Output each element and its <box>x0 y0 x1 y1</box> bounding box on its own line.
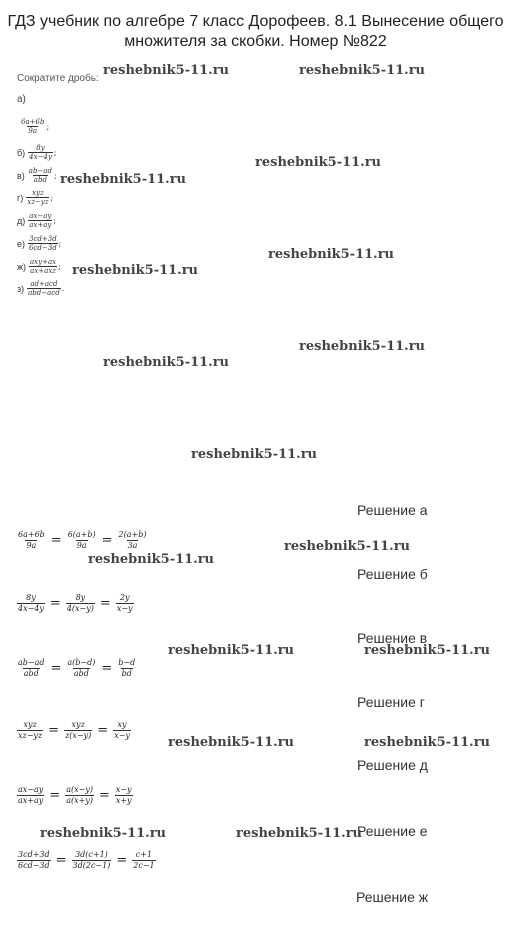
solution-equation-g <box>17 720 131 741</box>
task-numerator: xyz <box>32 189 44 197</box>
equals-sign: = <box>49 788 61 803</box>
task-punct: ; <box>53 148 57 157</box>
solution-heading-v: Решение в <box>357 630 428 646</box>
task-denominator: abd <box>33 176 47 184</box>
task-numerator: ab−ad <box>28 167 52 175</box>
solution-heading-e: Решение е <box>357 823 428 839</box>
equals-sign: = <box>101 533 113 548</box>
equals-sign: = <box>99 596 111 611</box>
task-punct: . <box>61 284 65 293</box>
task-item-v <box>17 167 57 184</box>
eq-denominator: 3a <box>127 541 138 550</box>
eq-denominator: x+y <box>115 796 132 805</box>
eq-denominator: a(x+y) <box>66 796 93 805</box>
watermark: reshebnik5-11.ru <box>364 643 491 658</box>
eq-numerator: 6(a+b) <box>67 530 96 539</box>
solution-equation-v <box>17 658 136 679</box>
watermark: reshebnik5-11.ru <box>191 447 318 462</box>
eq-denominator: 9a <box>26 541 37 550</box>
task-item-e <box>17 235 61 252</box>
equals-sign: = <box>101 661 113 676</box>
task-denominator: 6cd−3d <box>29 244 57 252</box>
eq-denominator: z(x−y) <box>65 731 92 740</box>
eq-denominator: bd <box>121 669 132 678</box>
watermark: reshebnik5-11.ru <box>168 735 295 750</box>
eq-denominator: ax+ay <box>18 796 44 805</box>
task-numerator: 8y <box>36 144 45 152</box>
task-item-zh <box>17 258 61 275</box>
eq-denominator: xz−yz <box>18 731 43 740</box>
task-label: ж) <box>17 261 27 272</box>
equals-sign: = <box>50 533 62 548</box>
solution-equation-d <box>17 785 133 806</box>
eq-denominator: 9a <box>76 541 87 550</box>
watermark: reshebnik5-11.ru <box>284 539 411 554</box>
eq-numerator: 8y <box>75 593 86 602</box>
task-item-g <box>17 189 53 206</box>
eq-numerator: 8y <box>26 593 36 602</box>
watermark: reshebnik5-11.ru <box>268 247 395 262</box>
watermark: reshebnik5-11.ru <box>60 172 187 187</box>
solution-heading-d: Решение д <box>357 757 428 773</box>
task-denominator: xz−yz <box>27 198 49 206</box>
equals-sign: = <box>50 661 62 676</box>
solution-heading-b: Решение б <box>357 566 428 582</box>
watermark: reshebnik5-11.ru <box>40 826 167 841</box>
solution-equation-a <box>17 530 147 551</box>
watermark: reshebnik5-11.ru <box>299 339 426 354</box>
task-label: д) <box>17 215 26 226</box>
watermark: reshebnik5-11.ru <box>168 643 295 658</box>
eq-denominator: 4(x−y) <box>66 604 94 613</box>
task-punct: ; <box>58 262 61 271</box>
eq-numerator: a(x−y) <box>66 785 93 794</box>
watermark: reshebnik5-11.ru <box>236 826 363 841</box>
equals-sign: = <box>97 723 109 738</box>
eq-denominator: 2c−1 <box>133 861 155 870</box>
eq-denominator: x−y <box>116 604 133 613</box>
task-denominator: ax+axz <box>30 267 56 275</box>
task-numerator: ax−ay <box>29 212 52 220</box>
watermark: reshebnik5-11.ru <box>255 155 382 170</box>
task-numerator: ad+acd <box>30 280 58 288</box>
eq-numerator: 3d(c+1) <box>75 850 108 859</box>
task-item-z <box>17 280 64 297</box>
task-punct: ; <box>53 171 57 180</box>
watermark: reshebnik5-11.ru <box>72 263 199 278</box>
task-label: б) <box>17 147 26 158</box>
eq-numerator: a(b−d) <box>67 658 96 667</box>
task-punct: ; <box>53 216 57 225</box>
task-punct: ; <box>46 122 50 131</box>
eq-numerator: 2y <box>119 593 130 602</box>
eq-numerator: xyz <box>23 720 37 729</box>
task-item-a <box>17 118 49 135</box>
eq-numerator: c+1 <box>135 850 153 859</box>
task-denominator: abd−acd <box>28 289 60 297</box>
task-label: е) <box>17 238 26 249</box>
eq-numerator: xyz <box>71 720 85 729</box>
eq-numerator: 6a+6b <box>18 530 45 539</box>
eq-denominator: x−y <box>114 731 130 740</box>
equals-sign: = <box>98 788 110 803</box>
task-intro: Сократите дробь: <box>17 73 99 84</box>
equals-sign: = <box>55 853 67 868</box>
eq-denominator: 4x−4y <box>18 604 44 613</box>
task-item-b <box>17 144 57 161</box>
eq-numerator: ab−ad <box>18 658 45 667</box>
watermark: reshebnik5-11.ru <box>88 552 215 567</box>
page-title: ГДЗ учебник по алгебре 7 класс Дорофеев. 8.1 Вынесение общего множителя за скобки. Номер №822 <box>7 13 504 50</box>
eq-denominator: 6cd−3d <box>18 861 50 870</box>
task-denominator: ax+ay <box>29 221 52 229</box>
equals-sign: = <box>49 596 61 611</box>
task-denominator: 4x−4y <box>29 153 52 161</box>
task-denominator: 9a <box>28 127 38 135</box>
watermark: reshebnik5-11.ru <box>299 63 426 78</box>
task-label: в) <box>17 170 25 181</box>
solution-equation-b <box>17 593 134 614</box>
eq-denominator: 3d(2c−1) <box>72 861 111 870</box>
part-a-label: а) <box>17 94 26 105</box>
eq-denominator: abd <box>73 669 89 678</box>
solution-heading-g: Решение г <box>357 694 425 710</box>
eq-numerator: ax−ay <box>18 785 44 794</box>
task-numerator: 3cd+3d <box>29 235 57 243</box>
solution-equation-e <box>17 850 156 871</box>
eq-numerator: b−d <box>118 658 136 667</box>
watermark: reshebnik5-11.ru <box>364 735 491 750</box>
task-label: г) <box>17 192 24 203</box>
watermark: reshebnik5-11.ru <box>103 355 230 370</box>
eq-numerator: 3cd+3d <box>18 850 50 859</box>
watermark: reshebnik5-11.ru <box>103 63 230 78</box>
task-item-d <box>17 212 56 229</box>
eq-numerator: x−y <box>115 785 132 794</box>
equals-sign: = <box>48 723 60 738</box>
eq-numerator: xy <box>117 720 127 729</box>
task-numerator: 6a+6b <box>21 118 45 126</box>
task-punct: ; <box>50 193 54 202</box>
eq-denominator: abd <box>23 669 39 678</box>
task-label: з) <box>17 283 25 294</box>
solution-heading-zh: Решение ж <box>356 889 429 905</box>
task-numerator: axy+ax <box>30 258 57 266</box>
eq-numerator: 2(a+b) <box>118 530 147 539</box>
equals-sign: = <box>116 853 128 868</box>
solution-heading-a: Решение а <box>357 502 428 518</box>
task-punct: ; <box>58 239 62 248</box>
